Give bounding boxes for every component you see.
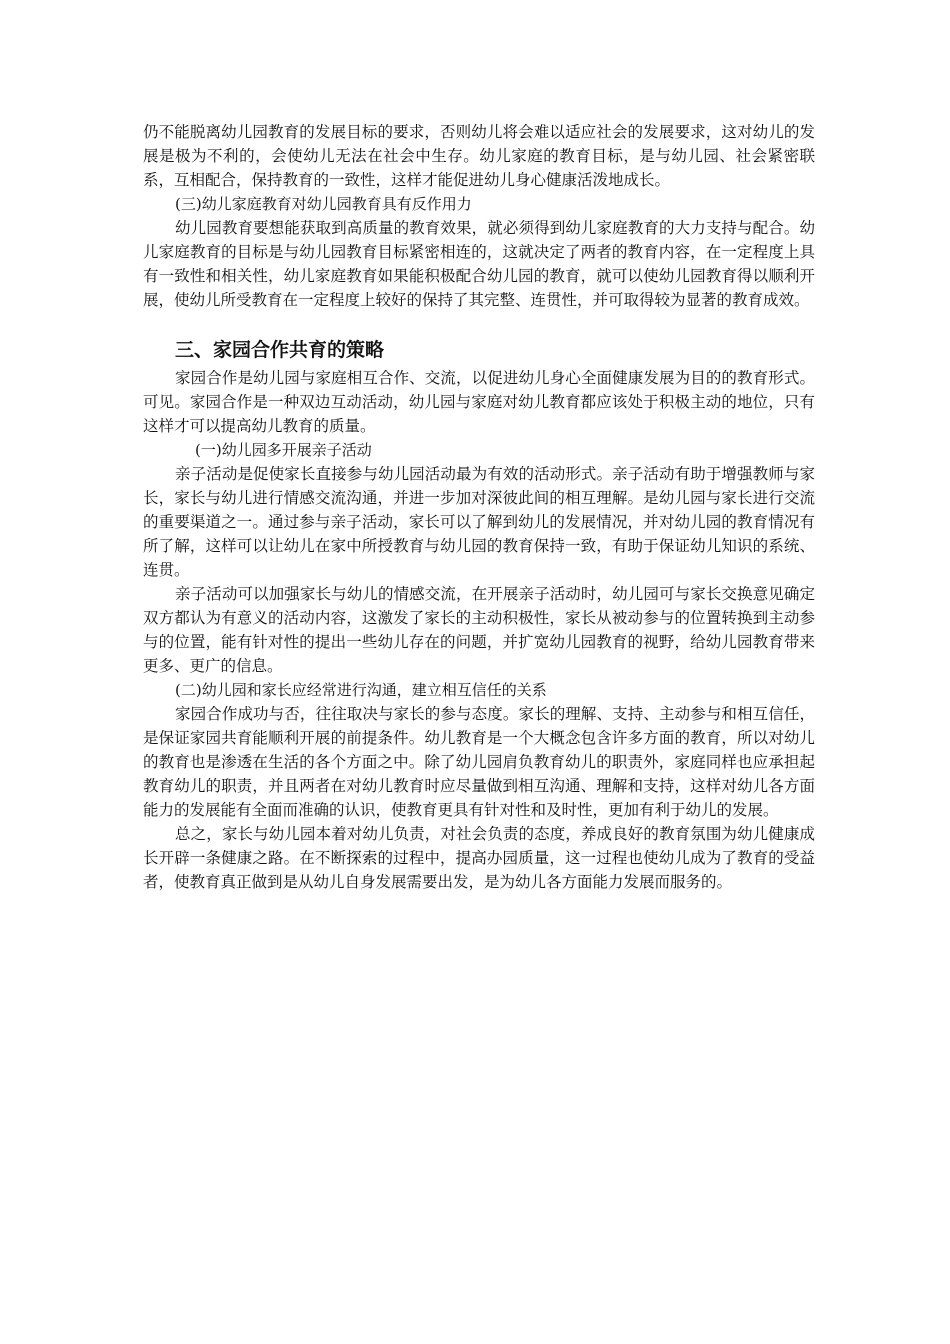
body-paragraph: 亲子活动是促使家长直接参与幼儿园活动最为有效的活动形式。亲子活动有助于增强教师与家长，家长与幼儿进行情感交流沟通，并进一步加对深彼此间的相互理解。是幼儿园与家长进行交流的重要渠道之一。通过参与亲子活动，家长可以了解到幼儿的发展情况，并对幼儿园的教育情况有所了解，这样可以让幼儿在家中所授教育与幼儿园的教育保持一致，有助于保证幼儿知识的系统、连贯。 bbox=[143, 465, 815, 579]
spacer bbox=[143, 312, 815, 322]
section-heading: 三、家园合作共育的策略 bbox=[175, 339, 385, 361]
body-paragraph: 家园合作是幼儿园与家庭相互合作、交流，以促进幼儿身心全面健康发展为目的的教育形式。可见。家园合作是一种双边互动活动，幼儿园与家庭对幼儿教育都应该处于积极主动的地位，只有这样才可以提高幼儿教育的质量。 bbox=[143, 369, 815, 435]
subsection-heading: (一)幼儿园多开展亲子活动 bbox=[195, 441, 372, 459]
subsection-heading: (三)幼儿家庭教育对幼儿园教育具有反作用力 bbox=[175, 195, 472, 213]
body-paragraph: 幼儿园教育要想能获取到高质量的教育效果，就必须得到幼儿家庭教育的大力支持与配合。幼儿家庭教育的目标是与幼儿园教育目标紧密相连的，这就决定了两者的教育内容，在一定程度上具有一致性和相关性，幼儿家庭教育如果能积极配合幼儿园的教育，就可以使幼儿园教育得以顺利开展，使幼儿所受教育在一定程度上较好的保持了其完整、连贯性，并可取得较为显著的教育成效。 bbox=[143, 219, 815, 309]
body-paragraph: 家园合作成功与否，往往取决与家长的参与态度。家长的理解、支持、主动参与和相互信任，是保证家园共育能顺利开展的前提条件。幼儿教育是一个大概念包含许多方面的教育，所以对幼儿的教育也是渗透在生活的各个方面之中。除了幼儿园肩负教育幼儿的职责外，家庭同样也应承担起教育幼儿的职责，并且两者在对幼儿教育时应尽量做到相互沟通、理解和支持，这样对幼儿各方面能力的发展能有全面而准确的认识，使教育更具有针对性和及时性，更加有利于幼儿的发展。 bbox=[143, 705, 815, 819]
document-page bbox=[143, 120, 815, 894]
body-paragraph: 亲子活动可以加强家长与幼儿的情感交流，在开展亲子活动时，幼儿园可与家长交换意见确定双方都认为有意义的活动内容，这激发了家长的主动积极性，家长从被动参与的位置转换到主动参与的位置，能有针对性的提出一些幼儿存在的问题，并扩宽幼儿园教育的视野，给幼儿园教育带来更多、更广的信息。 bbox=[143, 585, 815, 675]
subsection-heading: (二)幼儿园和家长应经常进行沟通，建立相互信任的关系 bbox=[175, 681, 547, 699]
body-paragraph: 仍不能脱离幼儿园教育的发展目标的要求，否则幼儿将会难以适应社会的发展要求，这对幼儿的发展是极为不利的，会使幼儿无法在社会中生存。幼儿家庭的教育目标，是与幼儿园、社会紧密联系，互相配合，保持教育的一致性，这样才能促进幼儿身心健康活泼地成长。 bbox=[143, 123, 815, 189]
body-paragraph: 总之，家长与幼儿园本着对幼儿负责，对社会负责的态度，养成良好的教育氛围为幼儿健康成长开辟一条健康之路。在不断探索的过程中，提高办园质量，这一过程也使幼儿成为了教育的受益者，使教育真正做到是从幼儿自身发展需要出发，是为幼儿各方面能力发展而服务的。 bbox=[143, 825, 815, 891]
